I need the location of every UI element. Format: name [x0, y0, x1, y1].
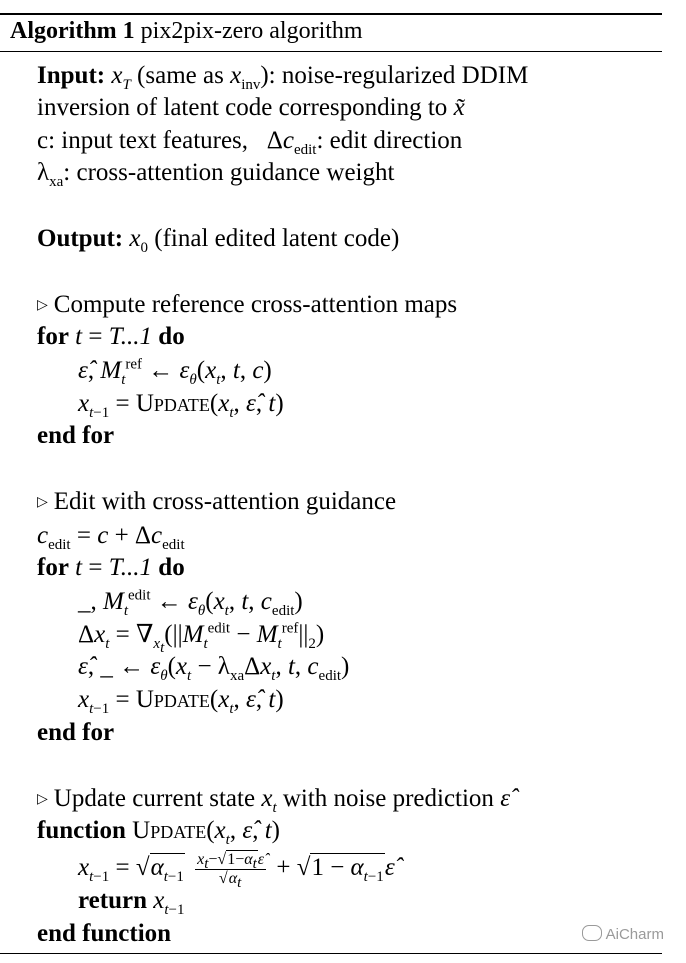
block3-stmt-1: $x_{t-1} = √\alpha_{t-1}$ $\frac{x_t-√1-\alpha_t\varepsilon̂}{√\alpha_t}$ + $√1 - \alpha_{t-1}\varepsilon̂$ [78, 851, 395, 892]
comment-triangle-icon: ▷ [37, 495, 48, 510]
block3-comment: ▷ Update current state $x_t$ with noise prediction ε̂ [37, 785, 511, 816]
caption-rule [0, 51, 662, 52]
block1-comment: ▷ Compute reference cross-attention maps [37, 291, 458, 318]
block2-end: end for [37, 719, 115, 746]
block3-end: end function [37, 920, 172, 947]
block2-stmt-3: ε̂, _ ← $\varepsilon_\theta(x_t - \lambda_{xa}\Delta x_t$, t, $c_{edit}$) [78, 653, 350, 684]
block1-end: end for [37, 422, 115, 449]
block1-stmt-2: $x_{t-1}$ = $Update(x_t$, ε̂, t) [78, 390, 284, 421]
block2-for: for t = T...1 do [37, 554, 185, 581]
watermark: AiCharm [582, 925, 664, 943]
algorithm-label: Algorithm 1 [10, 18, 135, 44]
block1-for: for t = T...1 do [37, 323, 185, 350]
bottom-rule [0, 953, 662, 954]
block3-return: return $x_{t-1}$ [78, 887, 185, 918]
comment-triangle-icon: ▷ [37, 298, 48, 313]
algorithm-caption [10, 14, 363, 48]
block2-stmt-2: $\Delta x_t = \nabla_{x_t}(||M_t^{edit} - M_t^{ref}||_2)$ [78, 620, 325, 656]
input-line-4: $\lambda_{xa}$: cross-attention guidance weight [37, 159, 395, 190]
input-line-1: Input: $x_T$ (same as $x_{inv}$): noise-regularized DDIM [37, 62, 529, 93]
block2-stmt-1: _, $M_t^{edit}$ ← $\varepsilon_\theta(x_t$, t, $c_{edit}$) [78, 587, 303, 619]
algorithm-title: pix2pix-zero algorithm [140, 18, 363, 44]
block3-function: function $Update(x_t$, ε̂, t) [37, 817, 280, 848]
update-fraction: $\frac{x_t-√1-\alpha_t\varepsilon̂}{√\alpha_t}$ [197, 851, 265, 892]
input-line-2: inversion of latent code corresponding to x̃ [37, 94, 465, 121]
output-line: Output: $x_0$ (final edited latent code) [37, 225, 400, 256]
comment-triangle-icon: ▷ [37, 792, 48, 807]
block1-stmt-1: ε̂, $M_t^{ref}$ ← $\varepsilon_\theta(x_t$, t, c) [78, 356, 272, 388]
input-line-3: c: input text features, $\Delta c_{edit}$: edit direction [37, 127, 463, 158]
block2-assign: $c_{edit} = c + \Delta c_{edit}$ [37, 522, 185, 553]
wechat-icon [582, 925, 602, 941]
block2-comment: ▷ Edit with cross-attention guidance [37, 488, 397, 515]
block2-stmt-4: $x_{t-1}$ = $Update(x_t$, ε̂, t) [78, 686, 284, 717]
